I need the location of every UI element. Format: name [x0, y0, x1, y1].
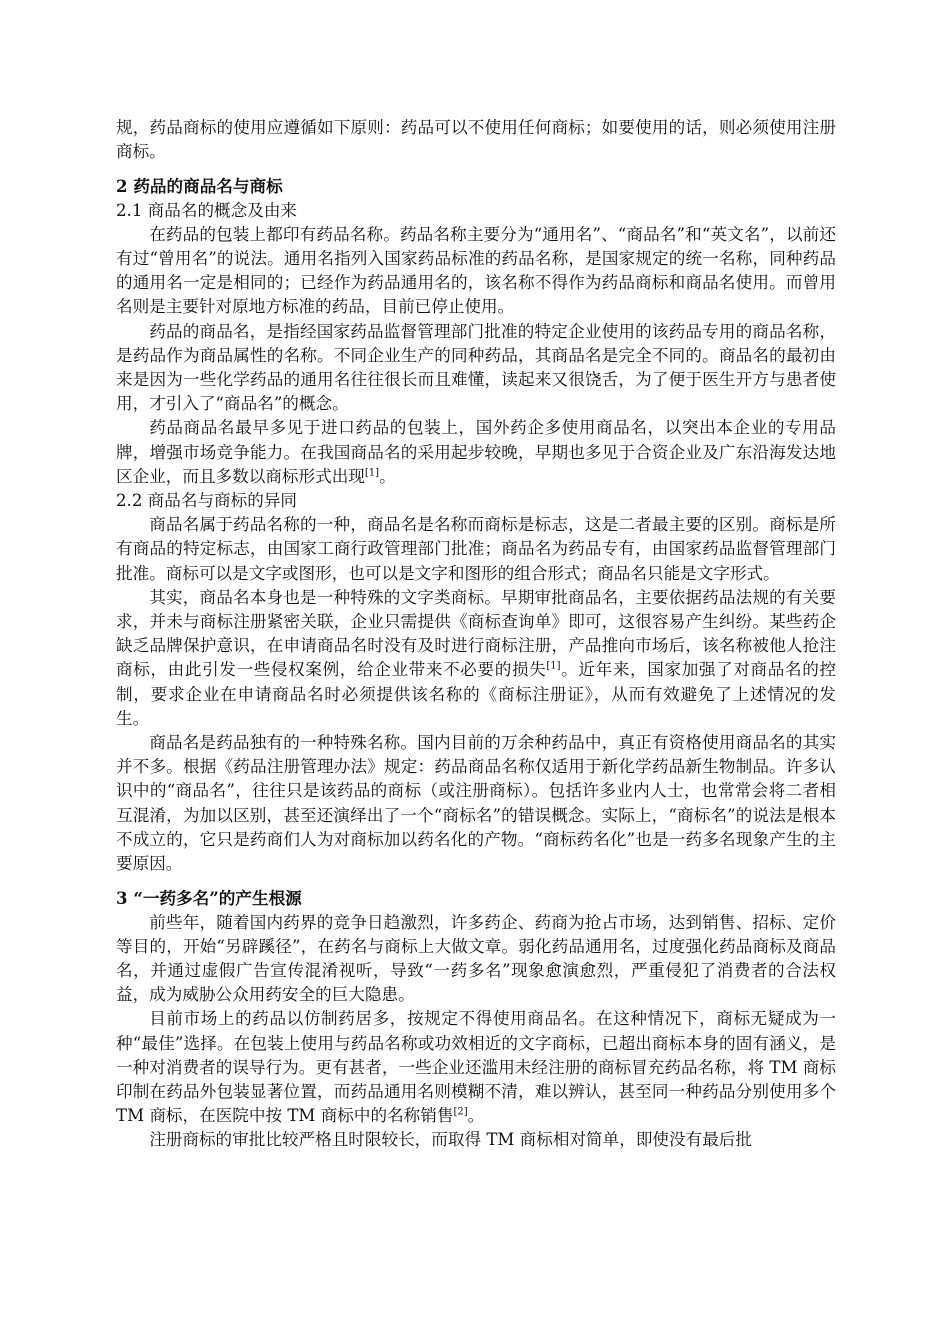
paragraph	[116, 586, 836, 731]
paragraph-text: 目前市场上的药品以仿制药居多，按规定不得使用商品名。在这种情况下，商标无疑成为一种“最佳”选择。在包装上使用与药品名称或功效相近的文字商标，已超出商标本身的固有涵义，是一种对消费者的误导行为。更有甚者，一些企业还滥用未经注册的商标冒充药品名称，将 TM 商标印制在药品外包装显著位置，而药品通用名则模糊不清，难以辨认，甚至同一种药品分别使用多个 TM 商标，在医院中按 TM 商标中的名称销售	[116, 1009, 836, 1126]
paragraph-text: 。	[379, 466, 396, 486]
citation-ref: [1]	[364, 467, 380, 479]
paragraph-continuation: 规，药品商标的使用应遵循如下原则：药品可以不使用任何商标；如要使用的话，则必须使用注册商标。	[116, 118, 836, 162]
paragraph: 商品名是药品独有的一种特殊名称。国内目前的万余种药品中，真正有资格使用商品名的其实并不多。根据《药品注册管理办法》规定：药品商品名称仅适用于新化学药品新生物制品。许多认识中的“商品名”，往往只是该药品的商标（或注册商标）。包括许多业内人士，也常常会将二者相互混淆，为加以区别，甚至还演绎出了一个“商标名”的错误概念。实际上，“商标名”的说法是根本不成立的，它只是药商们人为对商标加以药名化的产物。“商标药名化”也是一药多名现象产生的主要原因。	[116, 733, 836, 874]
paragraph-text: 。近年来，国家加强了对商品名的控制，要求企业在申请商品名时必须提供该名称的《商标注册证》，从而有效避免了上述情况的发生。	[116, 660, 837, 728]
paragraph: 在药品的包装上都印有药品名称。药品名称主要分为“通用名”、“商品名”和“英文名”，以前还有过“曾用名”的说法。通用名指列入国家药品标准的药品名称，是国家规定的统一名称，同种药品的通用名一定是相同的；已经作为药品通用名的，该名称不得作为药品商标和商品名使用。而曾用名则是主要针对原地方标准的药品，目前已停止使用。	[116, 224, 836, 317]
paragraph: 前些年，随着国内药界的竞争日趋激烈，许多药企、药商为抢占市场，达到销售、招标、定价等目的，开始“另辟蹊径”，在药名与商标上大做文章。弱化药品通用名，过度强化药品商标及商品名，并通过虚假广告宣传混淆视听，导致“一药多名”现象愈演愈烈，严重侵犯了消费者的合法权益，成为威胁公众用药安全的巨大隐患。	[116, 912, 836, 1005]
subsection-heading-2-2: 2.2 商品名与商标的异同	[116, 491, 298, 511]
paragraph: 药品的商品名，是指经国家药品监督管理部门批准的特定企业使用的该药品专用的商品名称，是药品作为商品属性的名称。不同企业生产的同种药品，其商品名是完全不同的。商品名的最初由来是因为一些化学药品的通用名往往很长而且难懂，读起来又很饶舌，为了便于医生开方与患者使用，才引入了“商品名”的概念。	[116, 321, 836, 414]
paragraph-text: 药品商品名最早多见于进口药品的包装上，国外药企多使用商品名，以突出本企业的专用品牌，增强市场竞争能力。在我国商品名的采用起步较晚，早期也多见于合资企业及广东沿海发达地区企业，而且多数以商标形式出现	[116, 418, 836, 486]
paragraph	[116, 416, 836, 489]
paragraph: 注册商标的审批比较严格且时限较长，而取得 TM 商标相对简单，即使没有最后批	[149, 1130, 752, 1150]
section-heading-3: 3 “一药多名”的产生根源	[116, 888, 302, 909]
subsection-heading-2-1: 2.1 商品名的概念及由来	[116, 200, 298, 220]
paragraph-text: 。	[467, 1106, 485, 1126]
section-heading-2: 2 药品的商品名与商标	[116, 176, 283, 197]
paragraph: 商品名属于药品名称的一种，商品名是名称而商标是标志，这是二者最主要的区别。商标是所有商品的特定标志，由国家工商行政管理部门批准；商品名为药品专有，由国家药品监督管理部门批准。商标可以是文字或图形，也可以是文字和图形的组合形式；商品名只能是文字形式。	[116, 515, 836, 583]
citation-ref: [2]	[453, 1106, 468, 1118]
citation-ref: [1]	[546, 660, 561, 672]
paragraph	[116, 1007, 836, 1128]
paragraph-text: 其实，商品名本身也是一种特殊的文字类商标。早期审批商品名，主要依据药品法规的有关要求，并未与商标注册紧密关联，企业只需提供《商标查询单》即可，这很容易产生纠纷。某些药企缺乏品牌保护意识，在申请商品名时没有及时进行商标注册，产品推向市场后，该名称被他人抢注商标，由此引发一些侵权案例，给企业带来不必要的损失	[116, 587, 836, 680]
